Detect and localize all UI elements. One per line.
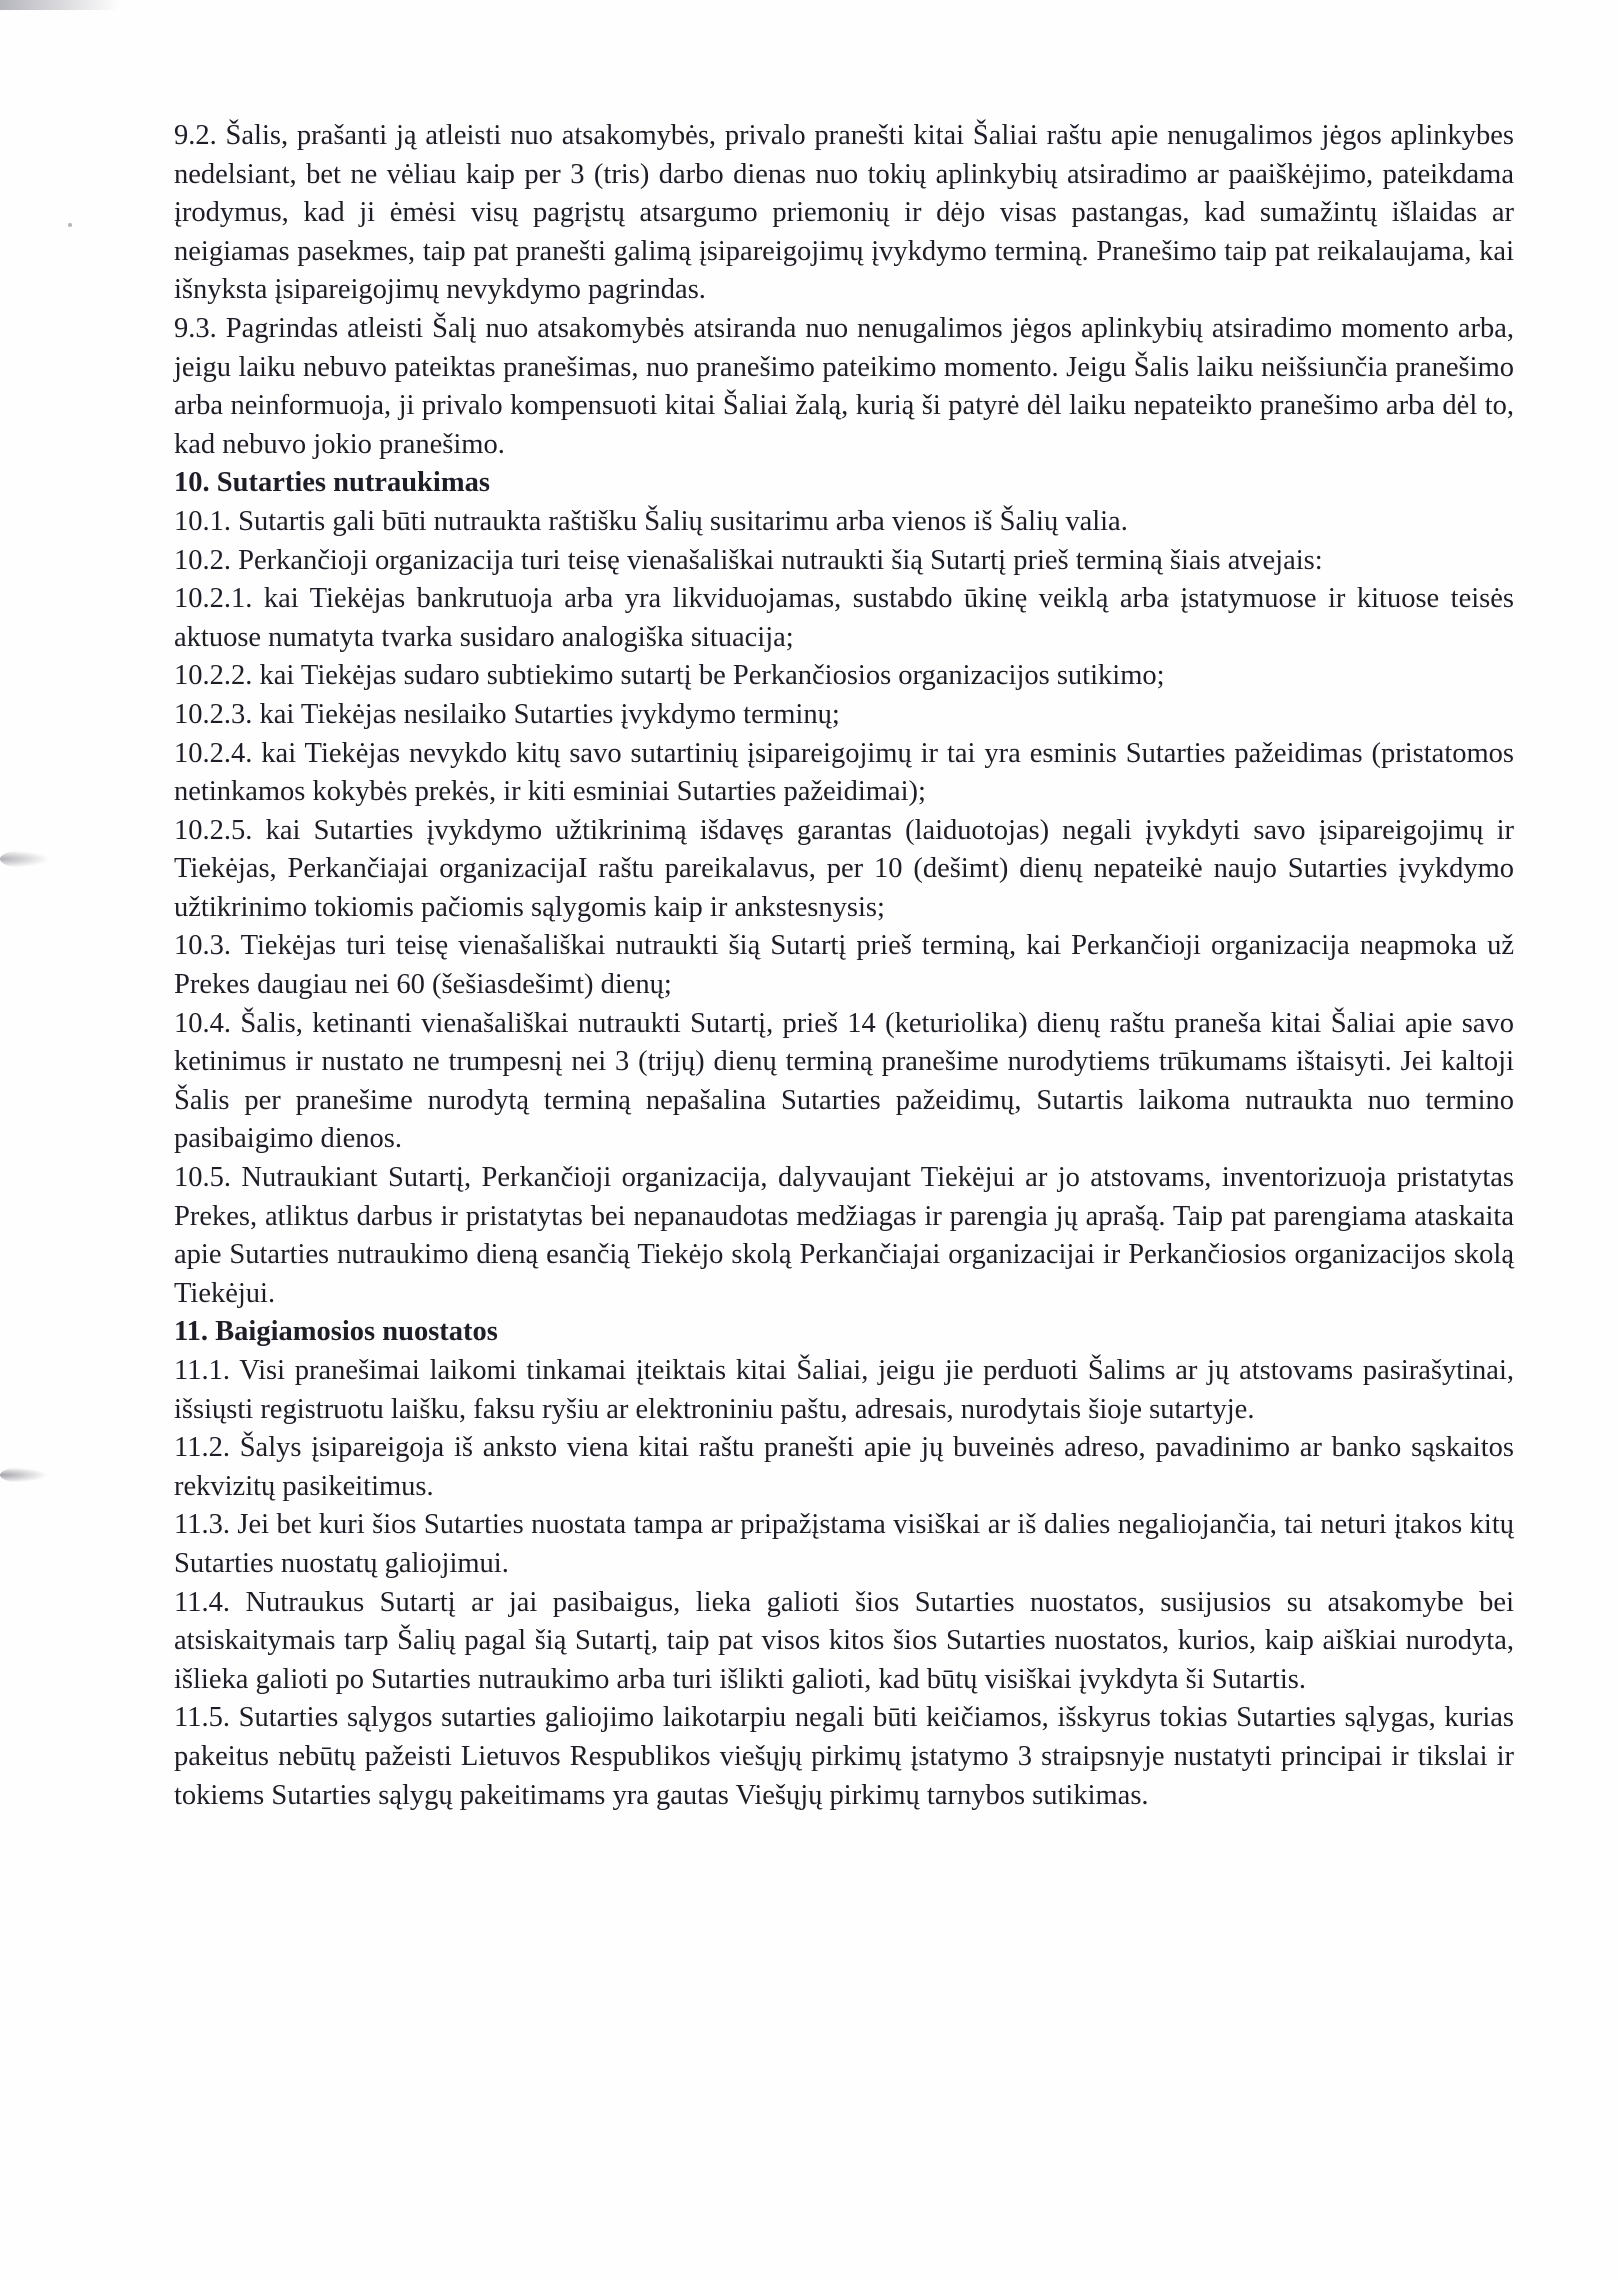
scan-edge-shadow (0, 0, 120, 10)
section-10-heading: 10. Sutarties nutraukimas (174, 467, 490, 499)
document-body (174, 117, 1514, 1815)
section-11-heading: 11. Baigiamosios nuostatos (174, 1316, 498, 1348)
clause-11-5: 11.5. Sutarties sąlygos sutarties galiojimo laikotarpiu negali būti keičiamos, išskyrus tokias Sutarties sąlygas, kurias pakeitus nebūtų pažeisti Lietuvos Respublikos viešųjų pirkimų įstatymo 3 straipsnyje nustatyti principai ir tikslai ir tokiems Sutarties sąlygų pakeitimams yra gautas Viešųjų pirkimų tarnybos sutikimas. (174, 1702, 1514, 1811)
clause-11-1: 11.1. Visi pranešimai laikomi tinkamai įteiktais kitai Šaliai, jeigu jie perduoti Šalims ar jų atstovams pasirašytinai, išsiųsti registruotu laišku, faksu ryšiu ar elektroniniu paštu, adresais, nurodytais šioje sutartyje. (174, 1355, 1514, 1425)
clause-11-4: 11.4. Nutraukus Sutartį ar jai pasibaigus, lieka galioti šios Sutarties nuostatos, susijusios su atsakomybe bei atsiskaitymais tarp Šalių pagal šią Sutartį, taip pat visos kitos šios Sutarties nuostatos, kurios, kaip aiškiai nurodyta, išlieka galioti po Sutarties nutraukimo arba turi išlikti galioti, kad būtų visiškai įvykdyta ši Sutartis. (174, 1586, 1514, 1695)
clause-10-4: 10.4. Šalis, ketinanti vienašališkai nutraukti Sutartį, prieš 14 (keturiolika) dienų raštu praneša kitai Šaliai apie savo ketinimus ir nustato ne trumpesnį nei 3 (trijų) dienų terminą pranešime nurodytiems trūkumams ištaisyti. Jei kaltoji Šalis per pranešime nurodytą terminą nepašalina Sutarties pažeidimų, Sutartis laikoma nutraukta nuo termino pasibaigimo dienos. (174, 1007, 1514, 1155)
clause-10-2-1: 10.2.1. kai Tiekėjas bankrutuoja arba yra likviduojamas, sustabdo ūkinę veiklą arba įstatymuose ir kituose teisės aktuose numatyta tvarka susidaro analogiška situacija; (174, 583, 1514, 653)
clause-9-3: 9.3. Pagrindas atleisti Šalį nuo atsakomybės atsiranda nuo nenugalimos jėgos aplinkybių atsiradimo momento arba, jeigu laiku nebuvo pateiktas pranešimas, nuo pranešimo pateikimo momento. Jeigu Šalis laiku neišsiunčia pranešimo arba neinformuoja, ji privalo kompensuoti kitai Šaliai žalą, kurią ši patyrė dėl laiku nepateikto pranešimo arba dėl to, kad nebuvo jokio pranešimo. (174, 312, 1514, 460)
clause-10-2-3: 10.2.3. kai Tiekėjas nesilaiko Sutarties įvykdymo terminų; (174, 698, 840, 730)
clause-10-2-5: 10.2.5. kai Sutarties įvykdymo užtikrinimą išdavęs garantas (laiduotojas) negali įvykdyti savo įsipareigojimų ir Tiekėjas, Perkančiajai organizacijaI raštu pareikalavus, per 10 (dešimt) dienų nepateikė naujo Sutarties įvykdymo užtikrinimo tokiomis pačiomis sąlygomis kaip ir ankstesnysis; (174, 814, 1514, 923)
punch-hole-shadow-1 (0, 850, 50, 868)
punch-hole-shadow-2 (0, 1467, 48, 1483)
clause-11-2: 11.2. Šalys įsipareigoja iš anksto viena kitai raštu pranešti apie jų buveinės adreso, pavadinimo ar banko sąskaitos rekvizitų pasikeitimus. (174, 1432, 1514, 1502)
clause-10-3: 10.3. Tiekėjas turi teisę vienašališkai nutraukti šią Sutartį prieš terminą, kai Perkančioji organizacija neapmoka už Prekes daugiau nei 60 (šešiasdešimt) dienų; (174, 930, 1514, 1001)
clause-10-2: 10.2. Perkančioji organizacija turi teisę vienašališkai nutraukti šią Sutartį prieš terminą šiais atvejais: (174, 544, 1323, 576)
clause-10-2-4: 10.2.4. kai Tiekėjas nevykdo kitų savo sutartinių įsipareigojimų ir tai yra esminis Sutarties pažeidimas (pristatomos netinkamos kokybės prekės, ir kiti esminiai Sutarties pažeidimai); (174, 737, 1514, 808)
clause-10-1: 10.1. Sutartis gali būti nutraukta raštišku Šalių susitarimu arba vienos iš Šalių valia. (174, 505, 1128, 537)
scan-speck-1 (68, 223, 72, 227)
clause-9-2: 9.2. Šalis, prašanti ją atleisti nuo atsakomybės, privalo pranešti kitai Šaliai raštu apie nenugalimos jėgos aplinkybes nedelsiant, bet ne vėliau kaip per 3 (tris) darbo dienas nuo tokių aplinkybių atsiradimo ar paaiškėjimo, pateikdama įrodymus, kad ji ėmėsi visų pagrįstų atsargumo priemonių ir dėjo visas pastangas, kad sumažintų išlaidas ar neigiamas pasekmes, taip pat pranešti galimą įsipareigojimų įvykdymo terminą. Pranešimo taip pat reikalaujama, kai išnyksta įsipareigojimų nevykdymo pagrindas. (174, 120, 1514, 306)
clause-11-3: 11.3. Jei bet kuri šios Sutarties nuostata tampa ar pripažįstama visiškai ar iš dalies negaliojančia, tai neturi įtakos kitų Sutarties nuostatų galiojimui. (174, 1509, 1514, 1579)
clause-10-5: 10.5. Nutraukiant Sutartį, Perkančioji organizacija, dalyvaujant Tiekėjui ar jo atstovams, inventorizuoja pristatytas Prekes, atliktus darbus ir pristatytas bei nepanaudotas medžiagas ir parengia jų aprašą. Taip pat parengiama ataskaita apie Sutarties nutraukimo dieną esančią Tiekėjo skolą Perkančiajai organizacijai ir Perkančiosios organizacijos skolą Tiekėjui. (174, 1162, 1514, 1309)
clause-10-2-2: 10.2.2. kai Tiekėjas sudaro subtiekimo sutartį be Perkančiosios organizacijos sutikimo; (174, 660, 1165, 692)
